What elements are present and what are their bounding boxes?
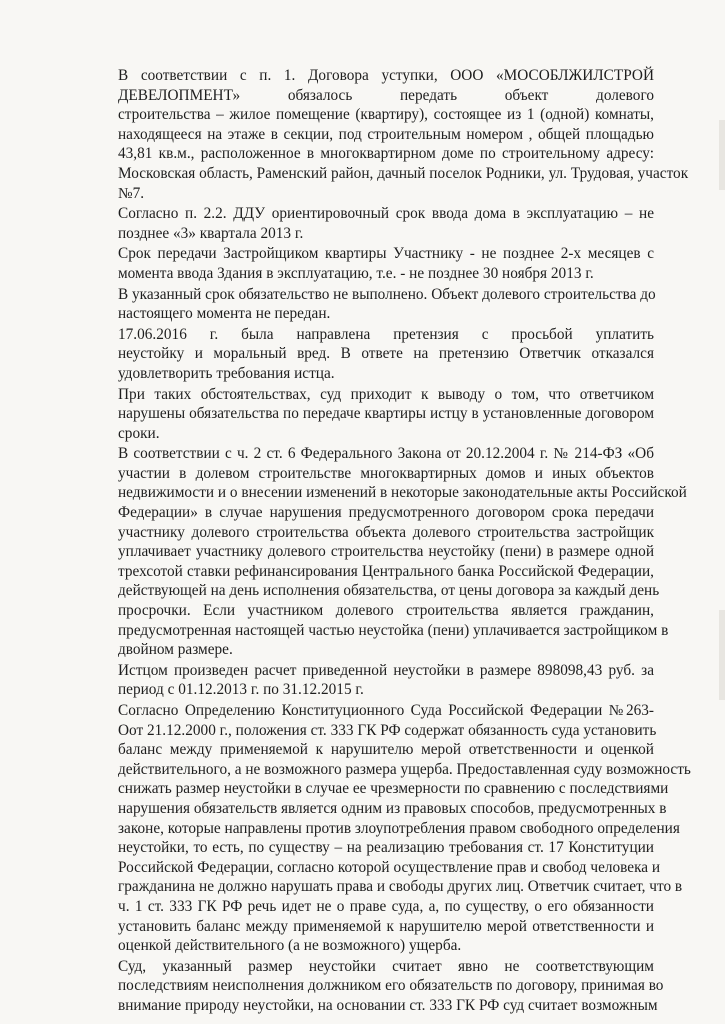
text-line: последствиям неисполнения должником его обязательств по договору, принимая во (118, 977, 664, 995)
text-line: 17.06.2016 г. была направлена претензия с просьбой уплатить (118, 325, 654, 343)
text-line: ч. 1 ст. 333 ГК РФ речь идет не о праве суда, а, по существу, о его обязанности (118, 897, 654, 915)
text-line: баланс между применяемой к нарушителю мерой ответственности и оценкой (118, 741, 654, 759)
text-line: действительного, а не возможного размера ущерба. Предоставленная суду возможность (118, 760, 691, 778)
text-line: удовлетворить требования истца. (118, 364, 335, 382)
text-line: установить баланс между применяемой к нарушителю мерой ответственности и (118, 917, 654, 935)
text-line: настоящего момента не передан. (118, 305, 331, 323)
paragraph (82, 66, 689, 203)
text-line: Федерации» в случае нарушения предусмотренного договором срока передачи (118, 504, 654, 522)
paragraph (82, 325, 654, 384)
text-line: №7. (118, 184, 145, 202)
text-line: просрочки. Если участником долевого строительства является гражданин, (118, 602, 654, 620)
text-line: период с 01.12.2013 г. по 31.12.2015 г. (118, 681, 364, 699)
text-line: гражданина не должно нарушать права и свободы других лиц. Ответчик считает, что в (118, 878, 683, 896)
text-line: 43,81 кв.м., расположенное в многоквартирном доме по строительному адресу: (118, 145, 654, 163)
text-line: действующей на день исполнения обязательства, от цены договора за каждый день (118, 582, 660, 600)
text-line: В соответствии с ч. 2 ст. 6 Федерального Закона от 20.12.2004 г. № 214-ФЗ «Об (118, 445, 654, 463)
text-line: законе, которые направлены против злоупотребления правом свободного определения (118, 819, 680, 837)
text-line: Суд, указанный размер неустойки считает явно не соответствующим (118, 957, 654, 975)
text-line: Российской Федерации, согласно которой осуществление прав и свобод человека и (118, 858, 661, 876)
paragraph (82, 204, 654, 243)
text-line: В указанный срок обязательство не выполнено. Объект долевого строительства до (118, 285, 656, 303)
paragraph (82, 957, 664, 1016)
text-line: двойном размере. (118, 641, 233, 659)
paragraph (82, 444, 687, 660)
text-line: оценкой действительного (а не возможного) ущерба. (118, 937, 462, 955)
text-line: предусмотренная настоящей частью неустойка (пени) уплачивается застройщиком в (118, 621, 669, 639)
text-line: Согласно Определению Конституционного Суда Российской Федерации №263- (118, 702, 654, 719)
paragraph (82, 244, 654, 283)
scan-edge-mark (719, 120, 725, 190)
text-line: строительства – жилое помещение (квартиру), состоящее из 1 (одной) комнаты, (118, 106, 654, 124)
text-line: Согласно п. 2.2. ДДУ ориентировочный срок ввода дома в эксплуатацию – не (118, 205, 654, 223)
text-line: В соответствии с п. 1. Договора уступки, ООО «МОСОБЛЖИЛСТРОЙ (118, 67, 654, 84)
text-line: неустойку и моральный вред. В ответе на претензию Ответчик отказался (118, 345, 654, 363)
text-line: нарушения обязательств является одним из правовых способов, предусмотренных в (118, 799, 667, 817)
text-line: При таких обстоятельствах, суд приходит к выводу о том, что ответчиком (118, 385, 654, 403)
text-line: позднее «3» квартала 2013 г. (118, 224, 304, 242)
scan-edge-mark (719, 610, 725, 700)
text-line: неустойки, то есть, по существу – на реализацию требования ст. 17 Конституции (118, 839, 654, 857)
text-line: находящееся на этаже в секции, под строительным номером , общей площадью (118, 125, 654, 143)
paragraph (82, 661, 654, 700)
text-line: момента ввода Здания в эксплуатацию, т.е. - не позднее 30 ноября 2013 г. (118, 264, 594, 282)
text-line: Оот 21.12.2000 г., положения ст. 333 ГК РФ содержат обязанность суда установить (118, 721, 657, 739)
text-line: Срок передачи Застройщиком квартиры Участнику - не позднее 2-х месяцев с (118, 245, 654, 263)
paragraph (82, 385, 654, 444)
text-line: участнику долевого строительства объекта долевого строительства застройщик (118, 523, 654, 541)
text-line: Истцом произведен расчет приведенной неустойки в размере 898098,43 руб. за (118, 661, 654, 679)
text-line: участии в долевом строительстве многоквартирных домов и иных объектов (118, 464, 654, 482)
text-line: внимание природу неустойки, на основании ст. 333 ГК РФ суд считает возможным (118, 996, 658, 1014)
paragraph (82, 285, 654, 324)
text-line: сроки. (118, 424, 160, 442)
text-line: ДЕВЕЛОПМЕНТ» обязалось передать объект долевого (118, 86, 654, 104)
text-line: трехсотой ставки рефинансирования Центрального банка Российской Федерации, (118, 562, 654, 580)
text-line: уплачивает участнику долевого строительства неустойку (пени) в размере одной (118, 543, 654, 561)
text-line: Московская область, Раменский район, дачный поселок Родники, ул. Трудовая, участок (118, 164, 689, 182)
text-line: нарушены обязательства по передаче квартиры истцу в установленные договором (118, 405, 654, 423)
document-body (82, 66, 691, 1017)
paragraph (82, 701, 691, 956)
text-line: снижать размер неустойки в случае ее чрезмерности по сравнению с последствиями (118, 780, 669, 798)
text-line: недвижимости и о внесении изменений в некоторые законодательные акты Российской (118, 484, 687, 502)
